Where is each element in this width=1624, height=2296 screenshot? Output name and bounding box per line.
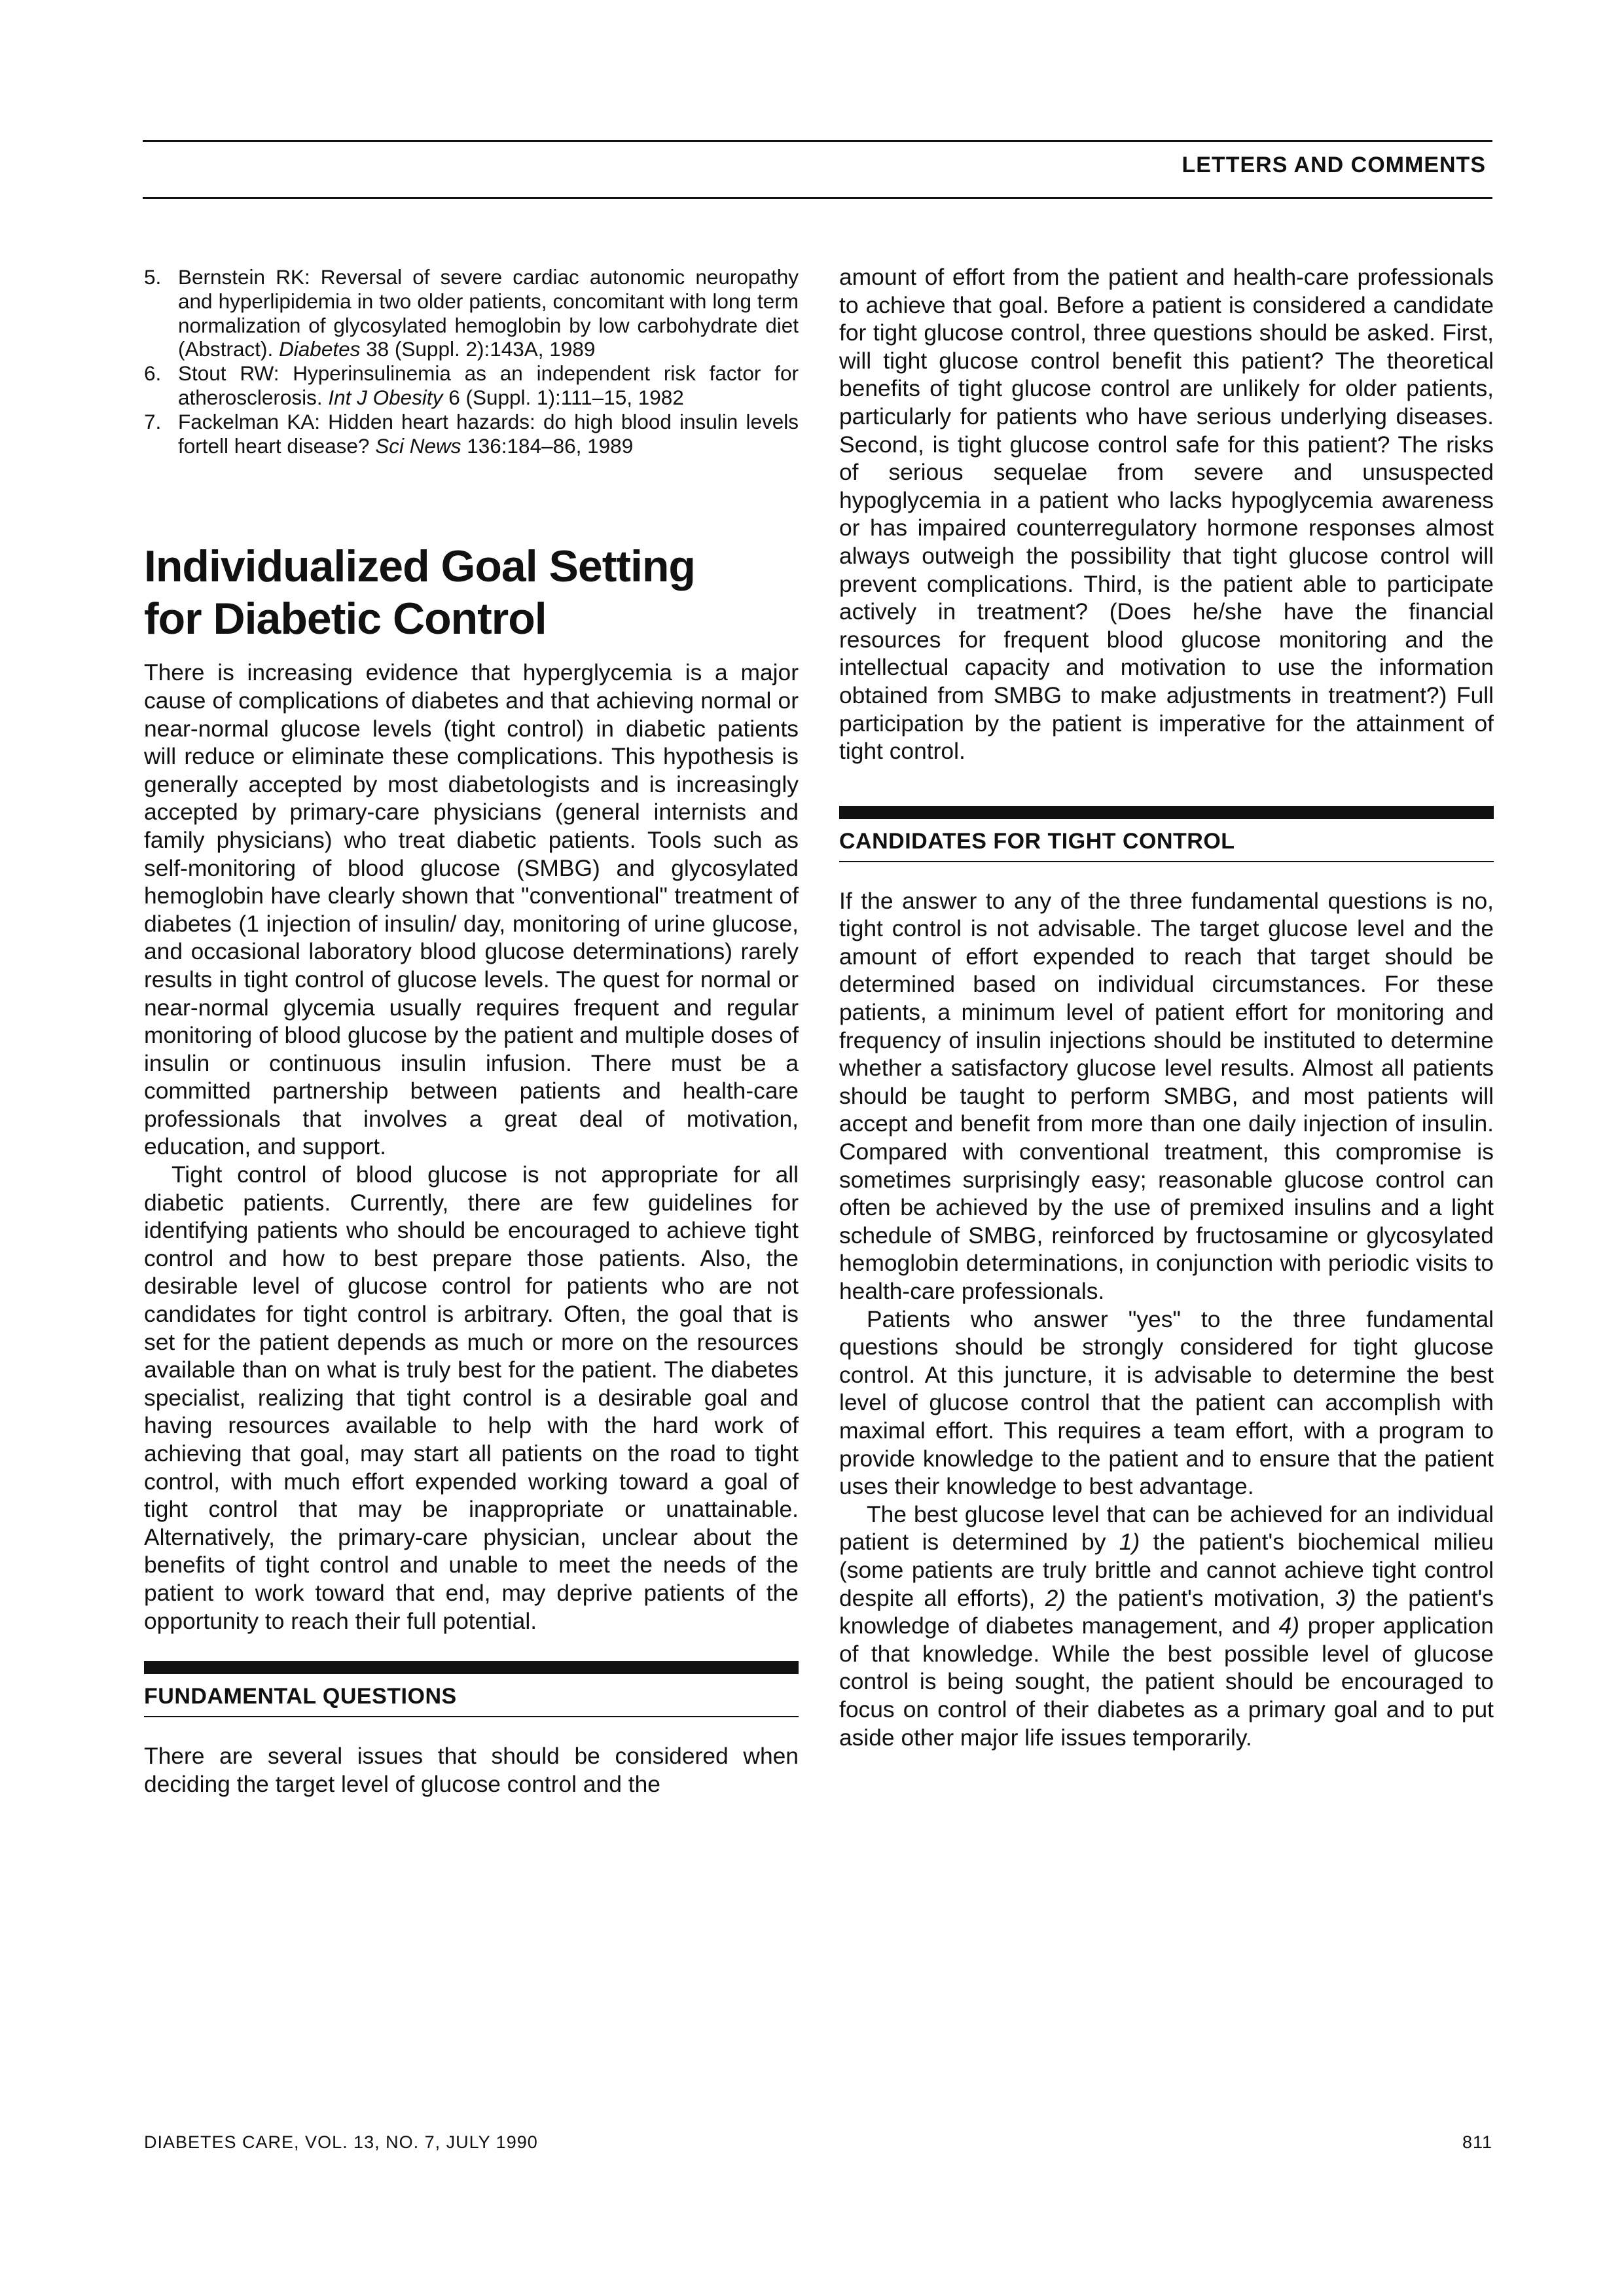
left-column — [144, 265, 799, 1798]
right-column — [839, 263, 1494, 1751]
reference-text: Fackelman KA: Hidden heart hazards: do high blood insulin levels fortell heart disease? Sci News 136:184–86, 1989 — [178, 409, 799, 458]
reference-number: 7. — [144, 409, 162, 433]
section-rule — [839, 806, 1494, 819]
title-line-1: Individualized Goal Setting — [144, 541, 695, 592]
journal-name: Sci News — [375, 433, 461, 458]
reference-number: 5. — [144, 265, 162, 289]
body-paragraph: The best glucose level that can be achieved for an individual patient is determined by 1) the patient's biochemical milieu (some patients are truly brittle and cannot achieve tight control despite all efforts), 2) the patient's motivation, 3) the patient's knowledge of diabetes management, and 4) proper application of that knowledge. While the best possible level of glucose control is being sought, the patient should be encouraged to focus on control of their diabetes as a primary goal and to put aside other major life issues temporarily. — [839, 1501, 1494, 1751]
section-rule — [144, 1661, 799, 1674]
body-paragraph: There are several issues that should be considered when deciding the target level of glucose control and the — [144, 1743, 799, 1797]
reference-item — [144, 265, 799, 361]
journal-name: Diabetes — [279, 337, 361, 361]
reference-number: 6. — [144, 361, 162, 386]
reference-text: Bernstein RK: Reversal of severe cardiac autonomic neuropathy and hyperlipidemia in two older patients, concomitant with long term normalization of glycosylated hemoglobin by low carbohydrate diet (Abstract). Diabetes 38 (Suppl. 2):143A, 1989 — [178, 265, 799, 361]
reference-item — [144, 410, 799, 458]
section-heading-label: FUNDAMENTAL QUESTIONS — [144, 1674, 799, 1717]
title-line-2: for Diabetic Control — [144, 594, 547, 644]
section-heading-candidates — [839, 806, 1494, 862]
journal-citation: DIABETES CARE, VOL. 13, NO. 7, JULY 1990 — [144, 2132, 538, 2152]
reference-list — [144, 265, 799, 458]
body-paragraph: There is increasing evidence that hyperglycemia is a major cause of complications of diabetes and that achieving normal or near-normal glucose levels (tight control) in diabetic patients will reduce or eliminate these complications. This hypothesis is generally accepted by most diabetologists and is increasingly accepted by primary-care physicians (general internists and family physicians) who treat diabetic patients. Tools such as self-monitoring of blood glucose (SMBG) and glycosylated hemoglobin have clearly shown that "conventional" treatment of diabetes (1 injection of insulin/ day, monitoring of urine glucose, and occasional laboratory blood glucose determinations) rarely results in tight control of glucose levels. The quest for normal or near-normal glycemia usually requires frequent and regular monitoring of blood glucose by the patient and multiple doses of insulin or continuous insulin infusion. There must be a committed partnership between patients and health-care professionals that involves a great deal of motivation, education, and support. — [144, 659, 799, 1160]
body-paragraph: amount of effort from the patient and health-care professionals to achieve that goal. Before a patient is considered a candidate for tight glucose control, three questions should be asked. First, will tight glucose control benefit this patient? The theoretical benefits of tight glucose control are unlikely for older patients, particularly for patients who have serious underlying diseases. Second, is tight glucose control safe for this patient? The risks of serious sequelae from severe and unsuspected hypoglycemia in a patient who lacks hypoglycemia awareness or has impaired counterregulatory hormone responses almost always outweigh the possibility that tight glucose control will prevent complications. Third, is the patient able to participate actively in treatment? (Does he/she have the financial resources for frequent blood glucose monitoring and the intellectual capacity and motivation to use the information obtained from SMBG to make adjustments in treatment?) Full participation by the patient is imperative for the attainment of tight control. — [839, 264, 1494, 765]
page-number: 811 — [1462, 2132, 1492, 2152]
section-heading-label: CANDIDATES FOR TIGHT CONTROL — [839, 819, 1494, 862]
running-head: LETTERS AND COMMENTS — [1182, 153, 1486, 177]
page-header — [143, 140, 1492, 199]
body-paragraph: Tight control of blood glucose is not appropriate for all diabetic patients. Currently, there are few guidelines for identifying patients who should be encouraged to achieve tight control and how to best prepare those patients. Also, the desirable level of glucose control for patients who are not candidates for tight control is arbitrary. Often, the goal that is set for the patient depends as much or more on the resources available than on what is truly best for the patient. The diabetes specialist, realizing that tight control is a desirable goal and having resources available to help with the hard work of achieving that goal, may start all patients on the road to tight control, with much effort expended working toward a goal of tight control that may be inappropriate or unattainable. Alternatively, the primary-care physician, unclear about the benefits of tight control and unable to meet the needs of the patient to work toward that end, may deprive patients of the opportunity to reach their full potential. — [144, 1161, 799, 1634]
reference-text: Stout RW: Hyperinsulinemia as an independent risk factor for atherosclerosis. Int J Obesity 6 (Suppl. 1):111–15, 1982 — [178, 361, 799, 409]
reference-item — [144, 361, 799, 410]
body-paragraph: Patients who answer "yes" to the three fundamental questions should be strongly considered for tight glucose control. At this juncture, it is advisable to determine the best level of glucose control that the patient can accomplish with maximal effort. This requires a team effort, with a program to provide knowledge to the patient and to ensure that the patient uses their knowledge to best advantage. — [839, 1305, 1494, 1500]
body-paragraph: If the answer to any of the three fundamental questions is no, tight control is not advisable. The target glucose level and the amount of effort expended to reach that target should be determined based on individual circumstances. For these patients, a minimum level of patient effort for monitoring and frequency of insulin injections should be instituted to determine whether a satisfactory glucose level results. Almost all patients should be taught to perform SMBG, and most patients will accept and benefit from more than one daily injection of insulin. Compared with conventional treatment, this compromise is sometimes surprisingly easy; reasonable glucose control can often be achieved by the use of premixed insulins and a light schedule of SMBG, reinforced by fructosamine or glycosylated hemoglobin determinations, in conjunction with periodic visits to health-care professionals. — [839, 887, 1494, 1304]
article-title — [144, 540, 799, 645]
section-heading-fundamental-questions — [144, 1661, 799, 1717]
journal-name: Int J Obesity — [328, 385, 443, 409]
